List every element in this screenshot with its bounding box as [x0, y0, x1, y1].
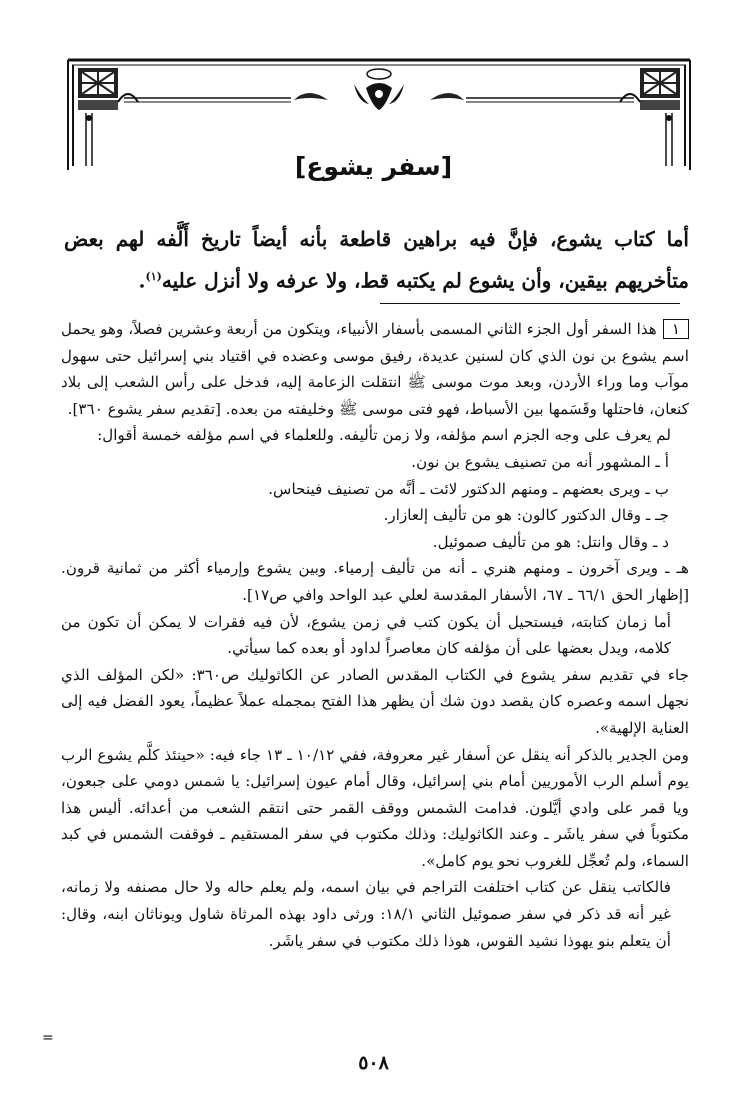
main-text: [64, 220, 689, 300]
footnote-separator: [380, 303, 680, 304]
opinion-item-b: ب ـ ويرى بعضهم ـ ومنهم الدكتور لائت ـ أنَّه من تصنيف فينحاس.: [268, 479, 669, 498]
footnote-paragraph-2: لم يعرف على وجه الجزم اسم مؤلفه، ولا زمن تأليفه. وللعلماء في اسم مؤلفه خمسة أقوال:: [97, 426, 671, 445]
footnote-reference: (١): [145, 270, 162, 283]
opinion-item-e: هـ ـ ويرى آخرون ـ ومنهم هنري ـ أنه من تأليف إرمياء. وبين يشوع وإرمياء أكثر من ثمانية قرون. [إظهار الحق ٦٦/١ ـ ٦٧، الأسفار المقدسة لعلي عبد الواحد وافي ص١٧].: [61, 559, 689, 604]
footnote-number-box: ١: [663, 319, 689, 339]
footnote-p1-text: هذا السفر أول الجزء الثاني المسمى بأسفار الأنبياء، ويتكون من أربعة وعشرين فصلاً، وهو يحمل اسم يشوع بن نون الذي كان لسنين عديدة، رفيق موسى وعضده في اقتياد بني إسرائيل حتى سهول موآب وما وراء الأردن، وبعد موت موسى ﷺ انتقلت الزعامة إليه، فدخل على رأس الشعب إلى بلاد كنعان، فاحتلها وقَسَمها بين الأسباط، فهو فتى موسى ﷺ وخليفته من بعده. [تقديم سفر يشوع ٣٦٠].: [61, 320, 689, 418]
footnote-paragraph-5: ومن الجدير بالذكر أنه ينقل عن أسفار غير معروفة، ففي ١٠/١٢ ـ ١٣ جاء فيه: «حينئذ كلَّم يشوع الرب يوم أسلم الرب الأموريين أمام بني إسرائيل، وقال أمام عيون إسرائيل: يا شمس دومي على جبعون، ويا قمر على وادي أيَّلون. فدامت الشمس ووقف القمر حتى انتقم الشعب من أعدائه. أليس هذا مكتوباً في سفر ياشَر ـ وعند الكاثوليك: وذلك مكتوب في سفر المستقيم ـ فوقفت الشمس في كبد السماء، ولم تُعجِّل للغروب نحو يوم كامل».: [61, 745, 690, 870]
footnote-paragraph-4: جاء في تقديم سفر يشوع في الكتاب المقدس الصادر عن الكاثوليك ص٣٦٠: «لكن المؤلف الذي نجهل اسمه وعصره كان يقصد دون شك أن يظهر هذا الفتح بمجمله عملاً عظيماً، يعود الفضل فيه إلى العناية الإلهية».: [61, 665, 689, 737]
chapter-title-block: [0, 150, 747, 183]
opinion-item-a: أ ـ المشهور أنه من تصنيف يشوع بن نون.: [411, 452, 669, 471]
main-text-end: .: [138, 268, 146, 293]
opinion-item-d: د ـ وقال وانتل: هو من تأليف صموئيل.: [432, 532, 669, 551]
footnote-paragraph-3: أما زمان كتابته، فيستحيل أن يكون كتب في زمن يشوع، لأن فيه فقرات لا يمكن أن تكون من كلامه، ويدل بعضها على أن مؤلفه كان معاصراً لداود أو بعده كما سيأتي.: [61, 612, 671, 658]
page-number: ٥٠٨: [358, 1052, 389, 1074]
chapter-title: [سفر يشوع]: [294, 152, 453, 181]
margin-mark: =: [42, 1030, 54, 1046]
footnote-paragraph-6: فالكاتب ينقل عن كتاب اختلفت التراجم في بيان اسمه، ولم يعلم حاله ولا حال مصنفه ولا زمانه، غير أنه قد ذكر في سفر صموئيل الثاني ١٨/١: ورثى داود بهذه المرثاة شاول ويوناثان ابنه، وقال: أن يتعلم بنو يهوذا نشيد القوس، هوذا ذلك مكتوب في سفر ياشَر.: [61, 878, 671, 950]
main-text-body: أما كتاب يشوع، فإنَّ فيه براهين قاطعة بأنه أيضاً تاريخ أَلَّفه لهم بعض متأخريهم بيقين، وأن يشوع لم يكتبه قط، ولا عرفه ولا أنزل عليه: [64, 227, 689, 293]
footnote-paragraph-1: [61, 316, 689, 422]
footnotes: [61, 316, 689, 954]
opinion-item-c: جـ ـ وقال الدكتور كالون: هو من تأليف إلعازار.: [383, 506, 669, 525]
center-floral-ornament-icon: [354, 69, 404, 110]
